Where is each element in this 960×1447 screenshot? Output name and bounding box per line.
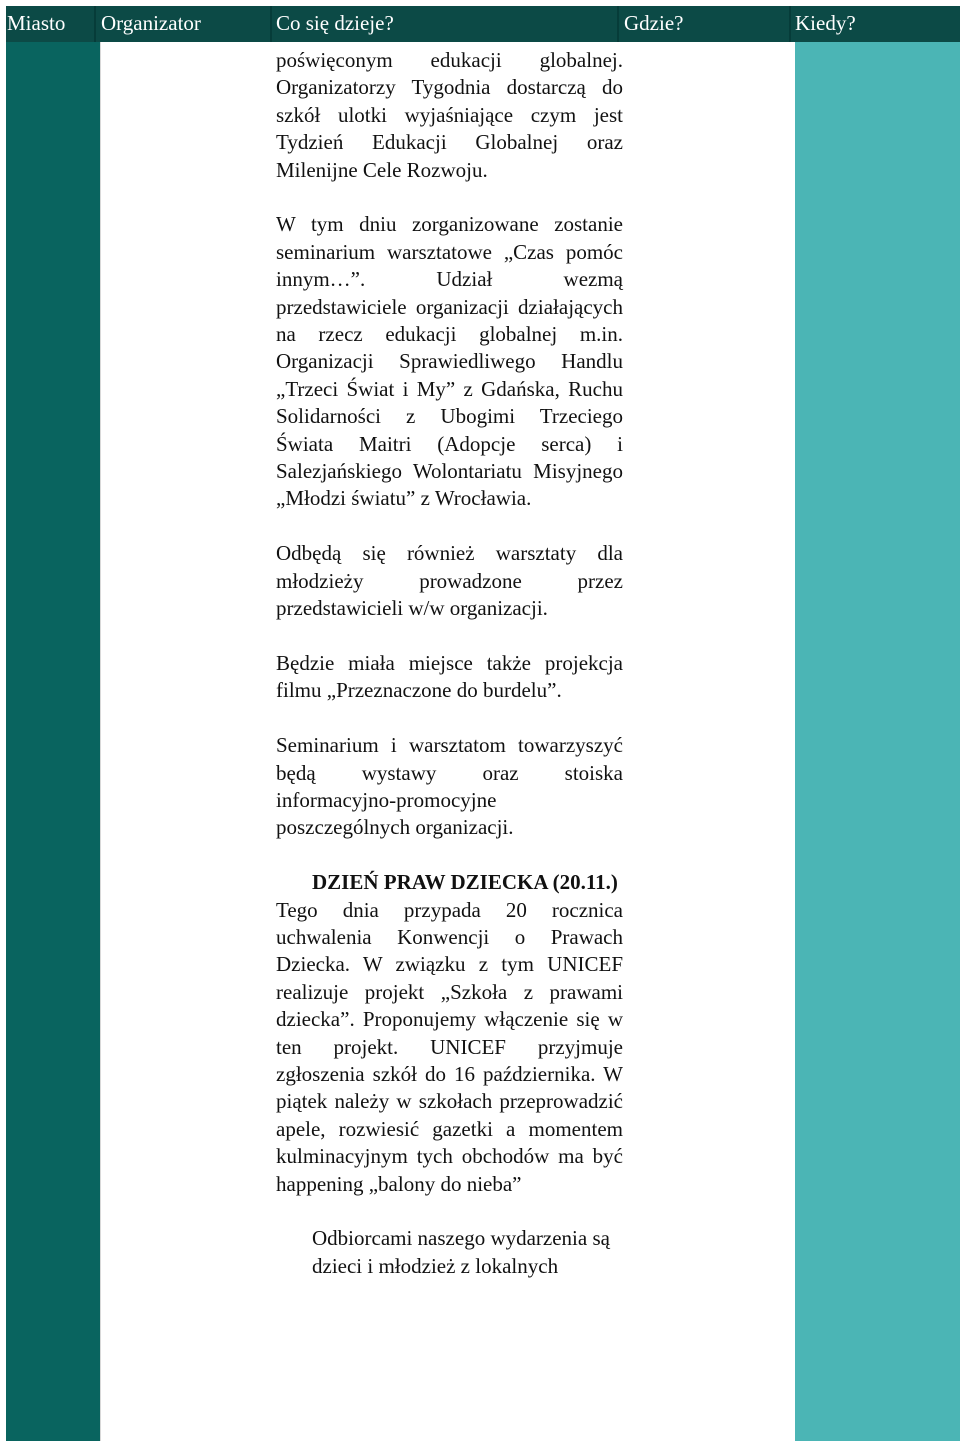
paragraph-seminar: W tym dniu zorganizowane zostanie seminarium warsztatowe „Czas pomóc innym…”. Udział wezmą przedstawiciele organizacji działających na rzecz edukacji globalnej m.in. Organizacji Sprawiedliwego Handlu „Trzeci Świat i My” z Gdańska, Ruchu Solidarności z Ubogimi Trzeciego Świata Maitri (Adopcje serca) i Salezjańskiego Wolontariatu Misyjnego „Młodzi światu” z Wrocławia.	[276, 212, 623, 511]
organizator-column-border	[100, 42, 101, 1441]
paragraph-workshops: Odbędą się również warsztaty dla młodzieży prowadzone przez przedstawicieli w/w organizacji.	[276, 541, 623, 621]
header-divider	[270, 6, 272, 42]
header-kiedy: Kiedy?	[795, 11, 856, 35]
header-divider	[94, 6, 96, 42]
header-gdzie: Gdzie?	[624, 11, 684, 35]
paragraph-audience: Odbiorcami naszego wydarzenia są dzieci i młodzież z lokalnych	[312, 1226, 610, 1278]
header-co-sie-dzieje: Co się dzieje?	[276, 11, 394, 35]
header-miasto: Miasto	[7, 11, 66, 35]
event-description-cell	[276, 47, 623, 1280]
header-divider	[617, 6, 619, 42]
paragraph-global-education: poświęconym edukacji globalnej. Organizatorzy Tygodnia dostarczą do szkół ulotki wyjaśniające czym jest Tydzień Edukacji Globalnej oraz Milenijne Cele Rozwoju.	[276, 48, 623, 182]
paragraph-exhibitions: Seminarium i warsztatom towarzyszyć będą wystawy oraz stoiska informacyjno-promocyjne poszczególnych organizacji.	[276, 733, 623, 840]
header-divider	[789, 6, 791, 42]
kiedy-column	[795, 42, 960, 1441]
miasto-column	[6, 42, 100, 1441]
paragraph-unicef-project: Tego dnia przypada 20 rocznica uchwalenia Konwencji o Prawach Dziecka. W związku z tym UNICEF realizuje projekt „Szkoła z prawami dziecka”. Proponujemy włączenie się w ten projekt. UNICEF przyjmuje zgłoszenia szkół do 16 października. W piątek należy w szkołach przeprowadzić apele, rozwiesić gazetki a momentem kulminacyjnym tych obchodów ma być happening „balony do nieba”	[276, 897, 623, 1196]
header-organizator: Organizator	[101, 11, 201, 35]
paragraph-film-screening: Będzie miała miejsce także projekcja filmu „Przeznaczone do burdelu”.	[276, 650, 623, 703]
section-heading-childrens-rights-day: DZIEŃ PRAW DZIECKA (20.11.)	[312, 870, 618, 895]
